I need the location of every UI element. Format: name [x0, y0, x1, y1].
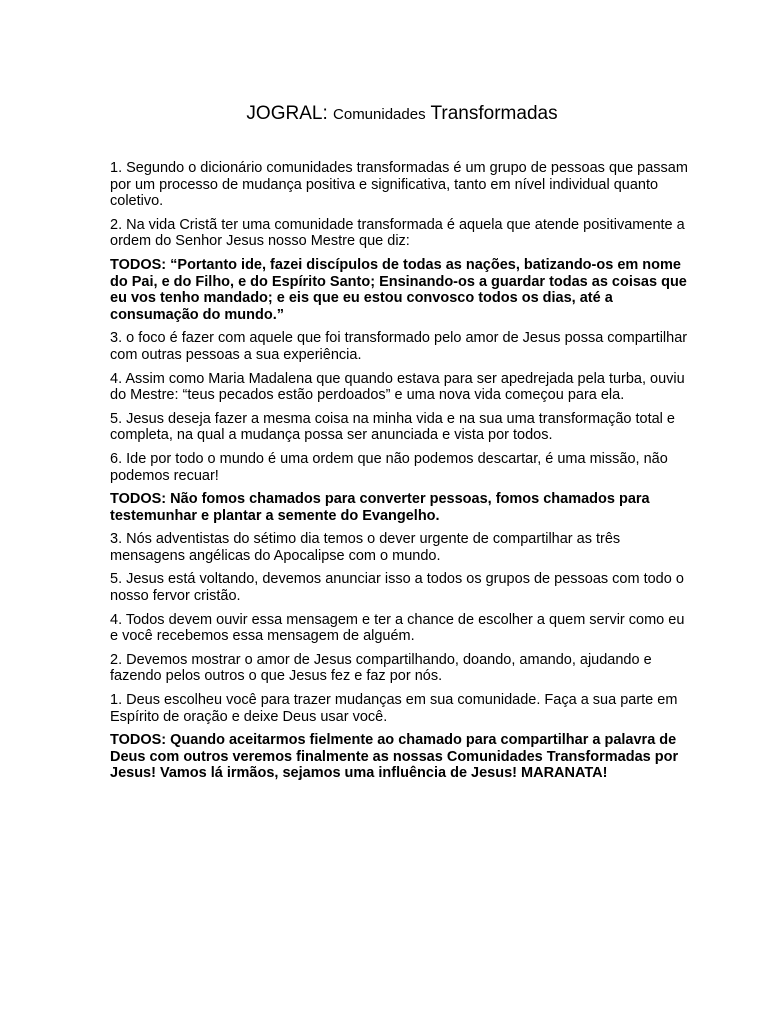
reading-paragraph: 4. Todos devem ouvir essa mensagem e ter a chance de escolher a quem servir como eu e você recebemos essa mensagem de alguém.	[110, 611, 685, 645]
all-reading-paragraph: TODOS: Não fomos chamados para converter pessoas, fomos chamados para testemunhar e plantar a semente do Evangelho.	[110, 491, 650, 524]
reading-paragraph: 3. o foco é fazer com aquele que foi transformado pelo amor de Jesus possa compartilhar com outras pessoas a sua experiência.	[110, 330, 688, 363]
title-part-comunidades: Comunidades	[333, 106, 426, 123]
document-body	[110, 160, 695, 789]
reading-paragraph: 4. Assim como Maria Madalena que quando estava para ser apedrejada pela turba, ouviu do Mestre: “teus pecados estão perdoados” e uma nova vida começou para ela.	[110, 370, 685, 404]
reading-paragraph: 3. Nós adventistas do sétimo dia temos o dever urgente de compartilhar as três mensagens angélicas do Apocalipse com o mundo.	[110, 531, 621, 564]
title-part-transformadas: Transformadas	[430, 103, 558, 124]
reading-paragraph: 1. Segundo o dicionário comunidades transformadas é um grupo de pessoas que passam por um processo de mudança positiva e significativa, tanto em nível individual quanto coletivo.	[110, 160, 688, 210]
all-reading-paragraph: TODOS: “Portanto ide, fazei discípulos de todas as nações, batizando-os em nome do Pai, e do Filho, e do Espírito Santo; Ensinando-os a guardar todas as coisas que eu vos tenho mandado; e eis que eu estou convosco todos os dias, até a consumação do mundo.”	[110, 256, 687, 323]
reading-paragraph: 6. Ide por todo o mundo é uma ordem que não podemos descartar, é uma missão, não podemos recuar!	[110, 450, 668, 484]
document-title	[0, 101, 768, 128]
reading-paragraph: 5. Jesus está voltando, devemos anunciar isso a todos os grupos de pessoas com todo o nosso fervor cristão.	[110, 571, 684, 605]
reading-paragraph: 2. Devemos mostrar o amor de Jesus compartilhando, doando, amando, ajudando e fazendo pelos outros o que Jesus fez e faz por nós.	[110, 651, 652, 685]
reading-paragraph: 5. Jesus deseja fazer a mesma coisa na minha vida e na sua uma transformação total e completa, na qual a mudança possa ser anunciada e vista por todos.	[110, 410, 675, 444]
all-reading-paragraph: TODOS: Quando aceitarmos fielmente ao chamado para compartilhar a palavra de Deus com outros veremos finalmente as nossas Comunidades Transformadas por Jesus! Vamos lá irmãos, sejamos uma influência de Jesus! MARANATA!	[110, 732, 679, 782]
reading-paragraph: 1. Deus escolheu você para trazer mudanças em sua comunidade. Faça a sua parte em Espírito de oração e deixe Deus usar você.	[110, 692, 678, 725]
title-part-jogral: JOGRAL:	[246, 103, 328, 124]
reading-paragraph: 2. Na vida Cristã ter uma comunidade transformada é aquela que atende positivamente a ordem do Senhor Jesus nosso Mestre que diz:	[110, 216, 685, 250]
